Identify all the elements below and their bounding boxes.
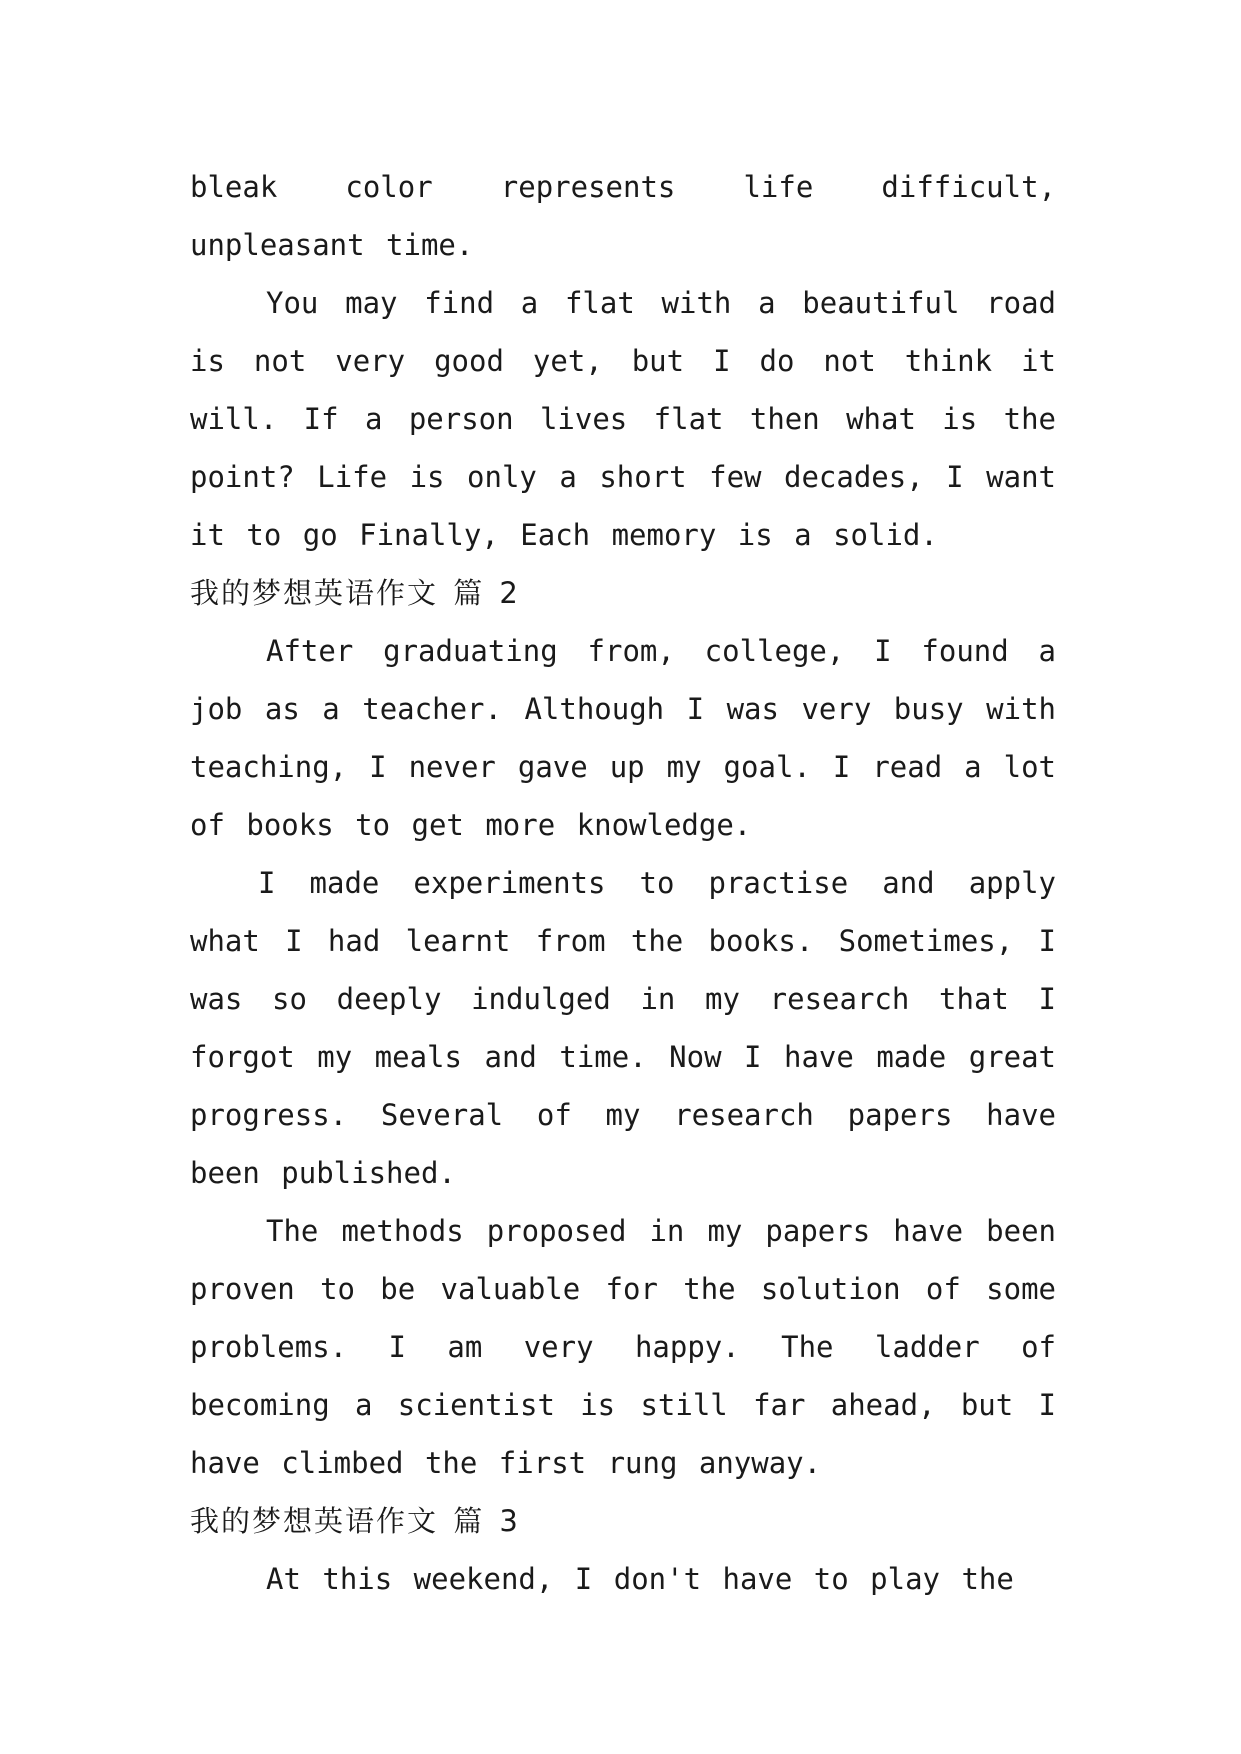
section-heading-3: 我的梦想英语作文 篇 3: [190, 1504, 520, 1538]
paragraph-experiments: I made experiments to practise and apply what I had learnt from the books. Sometimes, I was so deeply indulged in my research that I forgot my meals and time. Now I have made great progress. Several of my research papers have been published.: [190, 866, 1056, 1190]
paragraph-bleak-color: bleak color represents life difficult, unpleasant time.: [190, 170, 1056, 262]
paragraph-weekend: At this weekend, I don't have to play the: [266, 1562, 1014, 1596]
paragraph-after-graduating: After graduating from, college, I found a job as a teacher. Although I was very busy with teaching, I never gave up my goal. I read a lot of books to get more knowledge.: [190, 634, 1056, 842]
section-heading-2: 我的梦想英语作文 篇 2: [190, 576, 520, 610]
paragraph-methods-proposed: The methods proposed in my papers have been proven to be valuable for the solution of some problems. I am very happy. The ladder of becoming a scientist is still far ahead, but I have climbed the first rung anyway.: [190, 1214, 1056, 1480]
document-body: [190, 158, 1056, 1608]
paragraph-flat-life: You may find a flat with a beautiful road is not very good yet, but I do not think it will. If a person lives flat then what is the point? Life is only a short few decades, I want it to go Finally, Each memory is a solid.: [190, 286, 1056, 552]
